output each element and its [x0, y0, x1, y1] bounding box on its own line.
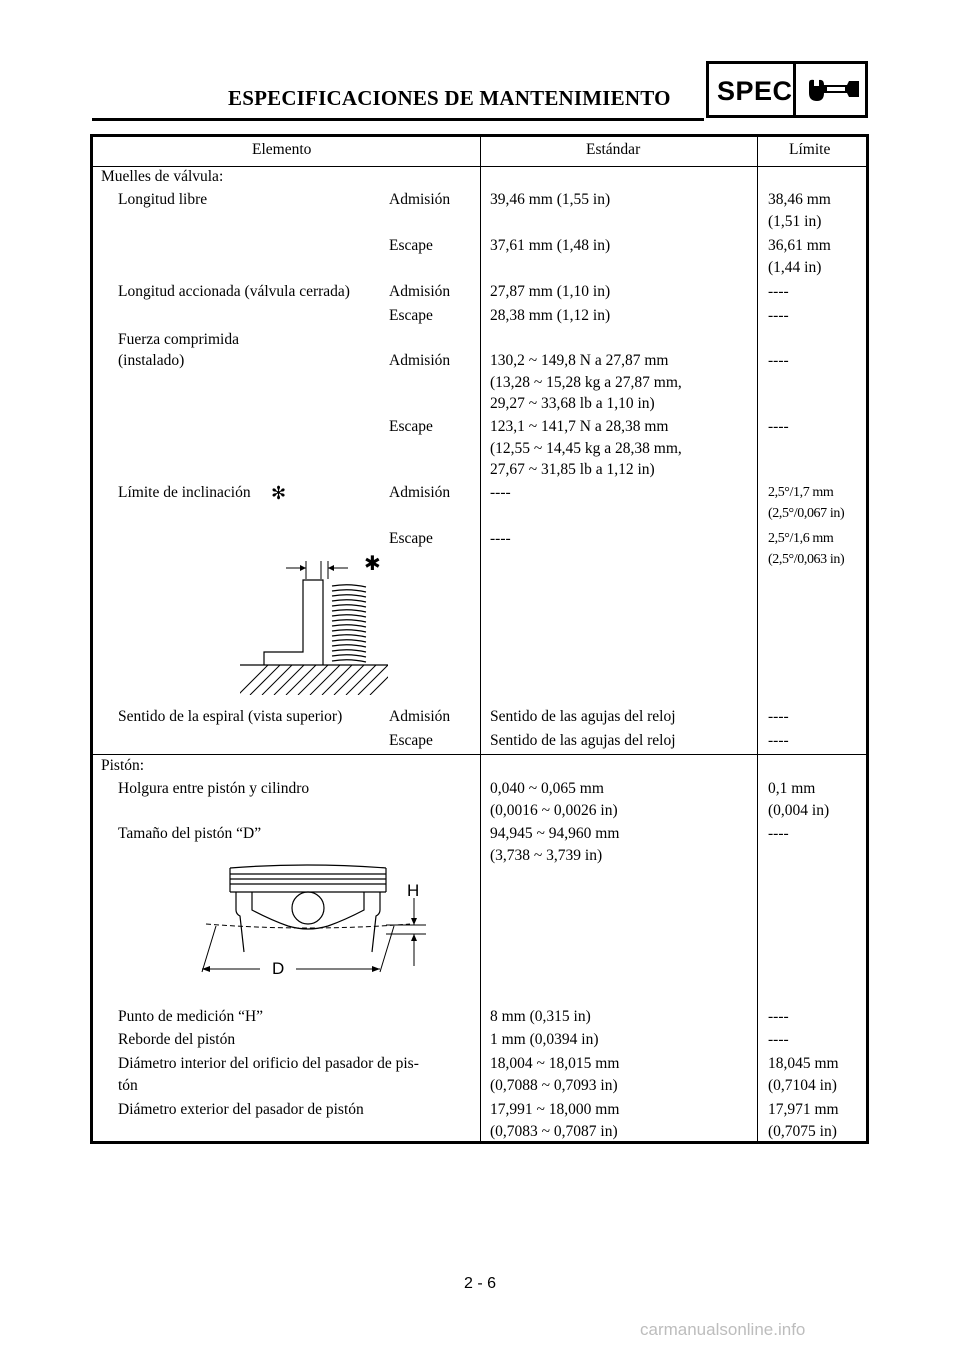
- row-standard: 18,004 ~ 18,015 mm: [490, 1055, 620, 1072]
- valve-spring-diagram: [238, 555, 390, 695]
- col-header-limite: Límite: [789, 141, 831, 158]
- row-standard: 8 mm (0,315 in): [490, 1008, 591, 1025]
- row-standard: (0,0016 ~ 0,0026 in): [490, 802, 618, 819]
- row-sub: Escape: [389, 307, 433, 324]
- row-limit: ----: [768, 1031, 789, 1048]
- row-standard: 27,67 ~ 31,85 lb a 1,12 in): [490, 461, 655, 478]
- spec-badge: [706, 61, 868, 118]
- badge-divider: [793, 64, 796, 115]
- row-standard: 130,2 ~ 149,8 N a 27,87 mm: [490, 352, 669, 369]
- row-limit: ----: [768, 732, 789, 749]
- row-limit: (2,5°/0,067 in): [768, 506, 845, 521]
- row-sub: Admisión: [389, 191, 451, 208]
- row-standard: Sentido de las agujas del reloj: [490, 708, 676, 725]
- section-title-piston: Pistón:: [101, 757, 145, 774]
- row-standard: 94,945 ~ 94,960 mm: [490, 825, 620, 842]
- row-limit: 36,61 mm: [768, 237, 831, 254]
- row-limit: 18,045 mm: [768, 1055, 839, 1072]
- row-item: tón: [118, 1077, 138, 1094]
- page-title: ESPECIFICACIONES DE MANTENIMIENTO: [228, 86, 671, 110]
- wrench-icon: [805, 77, 863, 105]
- row-sub: Admisión: [389, 283, 451, 300]
- row-standard: 1 mm (0,0394 in): [490, 1031, 599, 1048]
- section-divider: [93, 754, 866, 755]
- row-standard: 123,1 ~ 141,7 N a 28,38 mm: [490, 418, 669, 435]
- row-limit: (0,004 in): [768, 802, 830, 819]
- row-item: Tamaño del pistón “D”: [118, 825, 262, 842]
- watermark: carmanualsonline.info: [640, 1320, 806, 1339]
- row-limit: ----: [768, 283, 789, 300]
- row-limit: (1,51 in): [768, 213, 822, 230]
- col-divider-1: [480, 137, 481, 1141]
- row-sub: Admisión: [389, 352, 451, 369]
- row-standard: 0,040 ~ 0,065 mm: [490, 780, 604, 797]
- row-item: Holgura entre pistón y cilindro: [118, 780, 310, 797]
- row-standard: 17,991 ~ 18,000 mm: [490, 1101, 620, 1118]
- label-d: D: [272, 959, 285, 978]
- asterisk-mark: ✻: [271, 483, 287, 503]
- row-limit: ----: [768, 352, 789, 369]
- row-standard: 28,38 mm (1,12 in): [490, 307, 611, 324]
- page-number: 2 - 6: [463, 1275, 496, 1292]
- row-standard: 37,61 mm (1,48 in): [490, 237, 611, 254]
- row-limit: (0,7104 in): [768, 1077, 837, 1094]
- row-item: Punto de medición “H”: [118, 1008, 264, 1025]
- col-header-elemento: Elemento: [252, 141, 312, 158]
- row-limit: ----: [768, 418, 789, 435]
- row-item: Fuerza comprimida: [118, 331, 239, 348]
- row-limit: ----: [768, 708, 789, 725]
- row-limit: 17,971 mm: [768, 1101, 839, 1118]
- row-item: Diámetro interior del orificio del pasador de pis-: [118, 1055, 419, 1072]
- row-limit: 2,5°/1,6 mm: [768, 531, 834, 546]
- row-standard: 27,87 mm (1,10 in): [490, 283, 611, 300]
- col-header-estandar: Estándar: [586, 141, 641, 158]
- row-standard: (3,738 ~ 3,739 in): [490, 847, 603, 864]
- row-standard: (0,7088 ~ 0,7093 in): [490, 1077, 618, 1094]
- section-title-muelles: Muelles de válvula:: [101, 168, 224, 185]
- row-standard: (12,55 ~ 14,45 kg a 28,38 mm,: [490, 440, 682, 457]
- row-standard: Sentido de las agujas del reloj: [490, 732, 676, 749]
- row-sub: Admisión: [389, 708, 451, 725]
- row-standard: ----: [490, 530, 511, 547]
- label-h: H: [407, 881, 420, 900]
- row-item: Longitud libre: [118, 191, 208, 208]
- row-standard: ----: [490, 484, 511, 501]
- col-divider-2: [757, 137, 758, 1141]
- row-sub: Escape: [389, 732, 433, 749]
- row-limit: (1,44 in): [768, 259, 822, 276]
- row-standard: (13,28 ~ 15,28 kg a 27,87 mm,: [490, 374, 682, 391]
- row-limit: ----: [768, 307, 789, 324]
- row-sub: Escape: [389, 530, 433, 547]
- row-sub: Escape: [389, 418, 433, 435]
- row-item: Diámetro exterior del pasador de pistón: [118, 1101, 364, 1118]
- row-sub: Escape: [389, 237, 433, 254]
- row-standard: 39,46 mm (1,55 in): [490, 191, 611, 208]
- piston-diagram: [196, 862, 432, 980]
- row-limit: 38,46 mm: [768, 191, 831, 208]
- row-standard: (0,7083 ~ 0,7087 in): [490, 1123, 618, 1140]
- row-item: Límite de inclinación: [118, 484, 251, 501]
- spec-label: SPEC: [717, 76, 793, 106]
- row-limit: ----: [768, 825, 789, 842]
- row-item: Sentido de la espiral (vista superior): [118, 708, 343, 725]
- row-sub: Admisión: [389, 484, 451, 501]
- row-limit: ----: [768, 1008, 789, 1025]
- row-limit: (0,7075 in): [768, 1123, 837, 1140]
- asterisk-mark: ✱: [364, 553, 381, 575]
- row-standard: 29,27 ~ 33,68 lb a 1,10 in): [490, 395, 655, 412]
- header-rule: [92, 118, 704, 121]
- row-limit: 2,5°/1,7 mm: [768, 485, 834, 500]
- row-item: Longitud accionada (válvula cerrada): [118, 283, 350, 300]
- row-item: (instalado): [118, 352, 185, 369]
- row-limit: (2,5°/0,063 in): [768, 552, 845, 567]
- row-limit: 0,1 mm: [768, 780, 816, 797]
- row-item: Reborde del pistón: [118, 1031, 236, 1048]
